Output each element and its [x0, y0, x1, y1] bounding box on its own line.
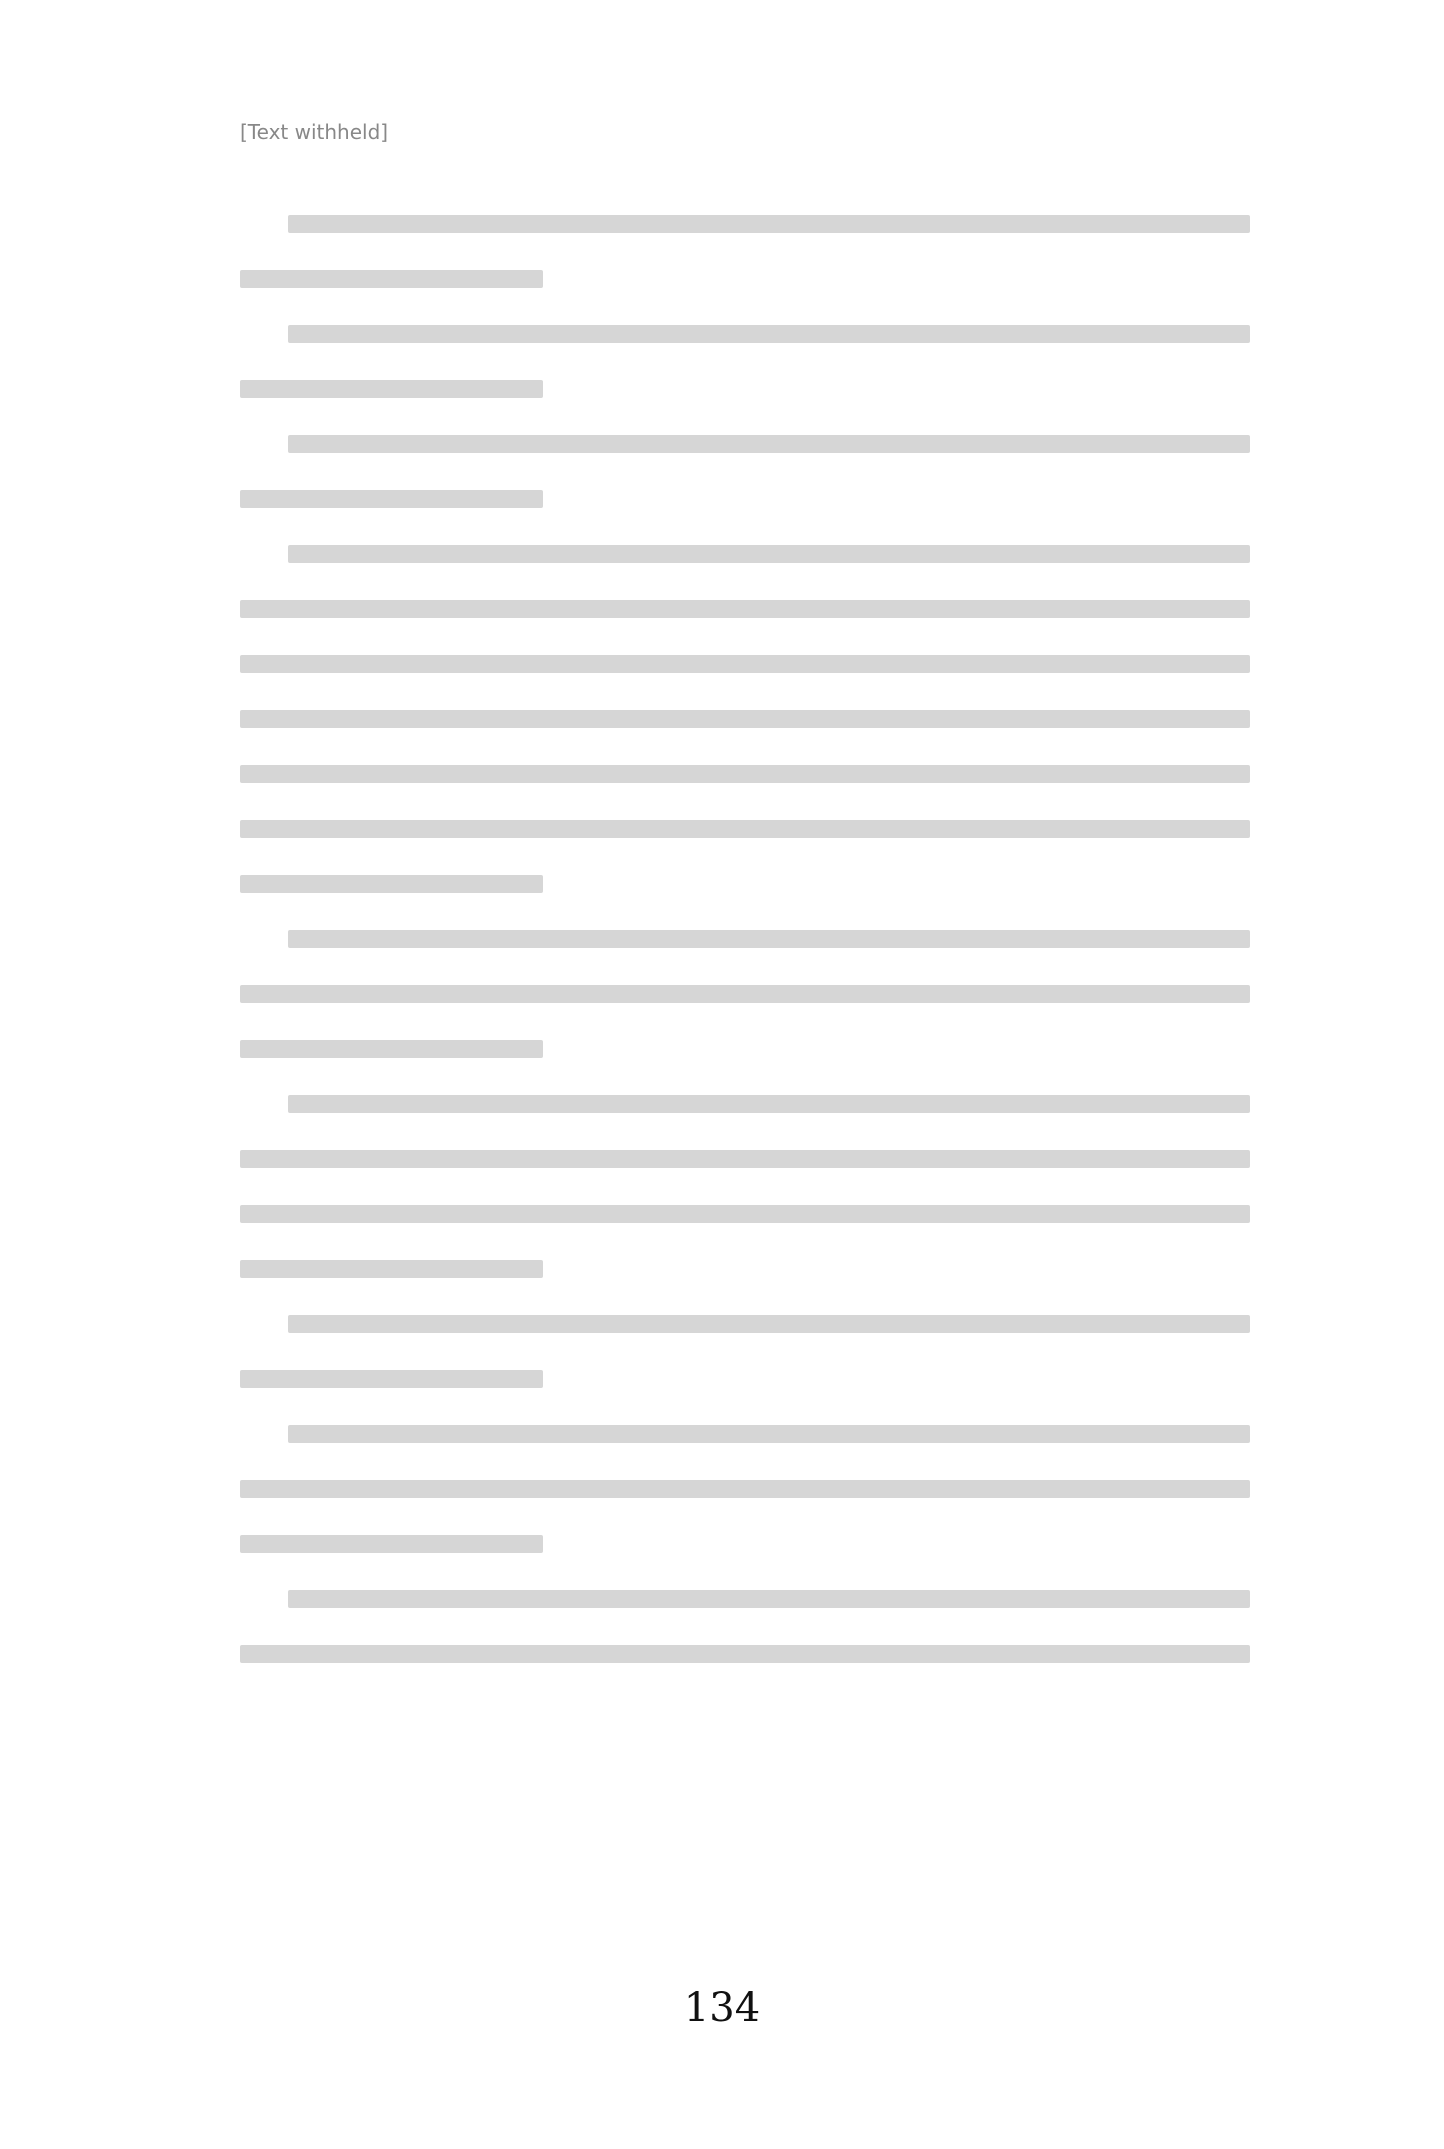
text-line-placeholder [240, 820, 1250, 838]
text-line-placeholder [240, 710, 1250, 728]
text-line-placeholder [240, 1040, 543, 1058]
text-line-placeholder [240, 1150, 1250, 1168]
text-line-placeholder [288, 930, 1250, 948]
text-line-placeholder [240, 1535, 543, 1553]
text-line-placeholder [240, 270, 543, 288]
text-line-placeholder [240, 765, 1250, 783]
text-line-placeholder [288, 1590, 1250, 1608]
redaction-note: [Text withheld] [240, 120, 389, 144]
text-line-placeholder [288, 1425, 1250, 1443]
page-number: 134 [683, 1985, 761, 2031]
body-text-placeholder [240, 215, 1250, 1700]
text-line-placeholder [240, 875, 543, 893]
text-line-placeholder [288, 215, 1250, 233]
text-line-placeholder [288, 1315, 1250, 1333]
text-line-placeholder [240, 1370, 543, 1388]
text-line-placeholder [240, 655, 1250, 673]
text-line-placeholder [240, 490, 543, 508]
text-line-placeholder [240, 380, 543, 398]
text-line-placeholder [288, 545, 1250, 563]
text-line-placeholder [288, 435, 1250, 453]
text-line-placeholder [288, 1095, 1250, 1113]
text-line-placeholder [240, 1205, 1250, 1223]
text-line-placeholder [240, 600, 1250, 618]
text-line-placeholder [240, 1260, 543, 1278]
text-line-placeholder [240, 1480, 1250, 1498]
text-line-placeholder [288, 325, 1250, 343]
text-line-placeholder [240, 1645, 1250, 1663]
text-line-placeholder [240, 985, 1250, 1003]
